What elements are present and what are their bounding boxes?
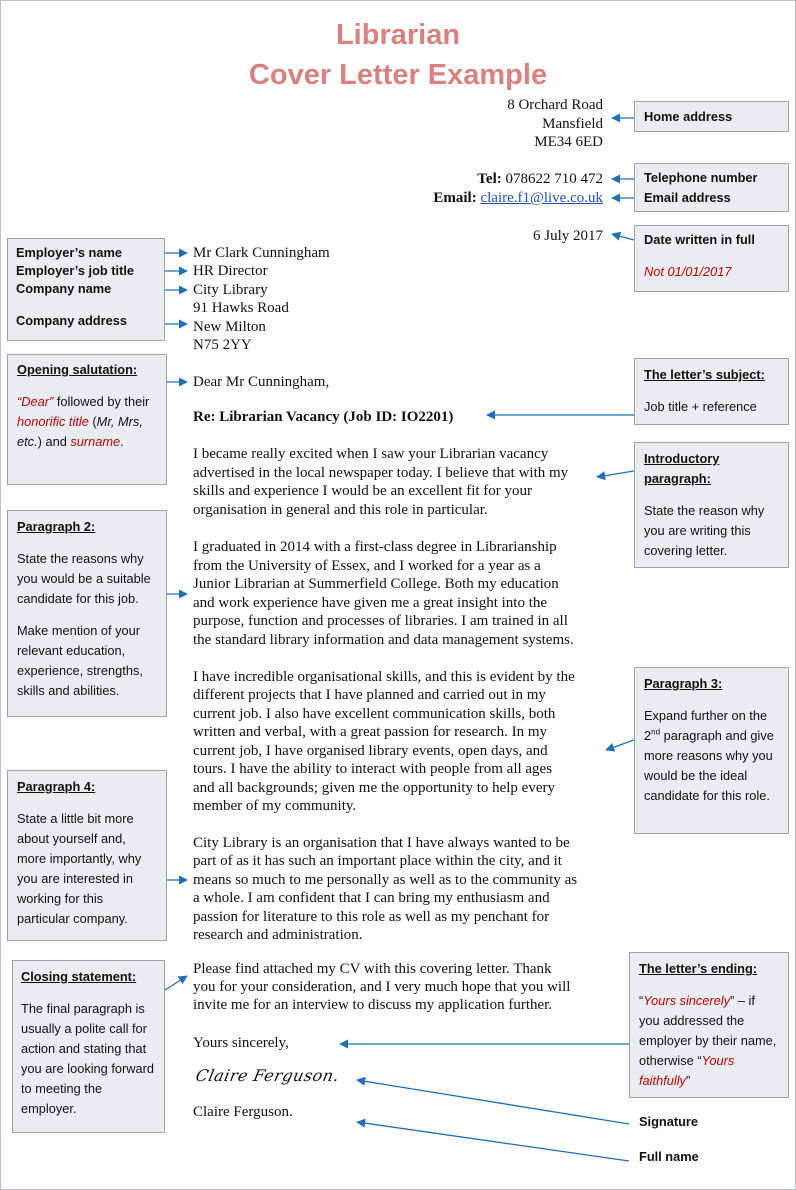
annotation-paragraph2: Paragraph 2: State the reasons why you would be a suitable candidate for this job. Make mention of your relevant education, experience, strengths, skills and abilities. (7, 510, 167, 717)
para4-line: passion for literature to this role as well as my penchant for (193, 909, 550, 925)
recipient-street: 91 Hawks Road (193, 300, 289, 316)
email-link[interactable]: claire.f1@live.co.uk (480, 190, 603, 206)
arrow-date (612, 234, 634, 240)
annotation-opening: Opening salutation: “Dear” followed by their honorific title (Mr, Mrs, etc.) and surname. (7, 354, 167, 485)
para4-line: City Library is an organisation that I have always wanted to be (193, 835, 570, 851)
para1-line: advertised in the local newspaper today. I believe that with my (193, 465, 569, 481)
para5-line: Please find attached my CV with this covering letter. Thank (193, 961, 552, 977)
annotation-intro: Introductory paragraph: State the reason why you are writing this covering letter. (634, 442, 789, 568)
annotation-ending: The letter’s ending: “Yours sincerely” – if you addressed the employer by their name, otherwise “Yours faithfully” (629, 952, 789, 1098)
tel-value: 078622 710 472 (505, 171, 603, 187)
annotation-full-name: Full name (639, 1149, 699, 1164)
para4-line: means so much to me personally as well as to the community as (193, 872, 578, 888)
closing-phrase: Yours sincerely, (193, 1035, 289, 1051)
para1-line: organisation in general and this role in particular. (193, 502, 488, 518)
para2-line: and work experience have given me a great insight into the (193, 595, 548, 611)
para2-line: purpose, function and processes of libraries. I am trained in all (193, 613, 568, 629)
para3-line: current job. I also have excellent communication skills, both (193, 706, 556, 722)
recipient-job-title: HR Director (193, 263, 268, 279)
letter-date: 6 July 2017 (532, 228, 603, 244)
arrow-signature (357, 1080, 629, 1124)
para5-line: invite me for an interview to discuss my application further. (193, 997, 553, 1013)
recipient-name: Mr Clark Cunningham (193, 245, 330, 261)
salutation: Dear Mr Cunningham, (193, 374, 330, 390)
recipient-postcode: N75 2YY (193, 337, 252, 353)
para1-line: skills and experience I would be an excellent fit for your (193, 483, 533, 499)
arrow-intro (597, 471, 634, 477)
para3-line: written and verbal, with a great passion for research. In my (193, 724, 548, 740)
annotation-signature: Signature (639, 1114, 699, 1129)
tel-label: Tel: (477, 171, 502, 187)
annotation-closing: Closing statement: The final paragraph is usually a polite call for action and stating that you are looking forward to meeting the employer. (12, 960, 165, 1133)
para4-line: a whole. I am confident that I can bring my enthusiasm and (193, 890, 550, 906)
annotation-date: Date written in full Not 01/01/2017 (634, 225, 789, 292)
page-title-line1: Librarian (335, 19, 461, 51)
para3-line: current job, I have organised library events, open days, and (193, 743, 548, 759)
annotation-paragraph4: Paragraph 4: State a little bit more about yourself and, more importantly, why you are interested in working for this particular company. (7, 770, 167, 941)
email-label: Email: (433, 190, 477, 206)
para3-line: different projects that I have planned and carried out in my (193, 687, 546, 703)
para4-line: part of as it has such an important place within the city, and it (193, 853, 562, 869)
para3-line: and all backgrounds; given me the opportunity to help every (193, 780, 555, 796)
arrow-paragraph3 (606, 740, 634, 750)
recipient-town: New Milton (193, 319, 266, 335)
sender-address-line1: 8 Orchard Road (507, 97, 603, 113)
full-name: Claire Ferguson. (193, 1104, 293, 1120)
para3-line: member of my community. (193, 798, 357, 814)
para2-line: I graduated in 2014 with a first-class degree in Librarianship (193, 539, 557, 555)
annotation-subject: The letter’s subject: Job title + reference (634, 358, 789, 425)
para2-line: Junior Librarian at Summerfield College. Both my education (193, 576, 559, 592)
sender-address-line3: ME34 6ED (534, 134, 603, 150)
para1-line: I became really excited when I saw your Librarian vacancy (193, 446, 549, 462)
para4-line: research and administration. (193, 927, 363, 943)
letter-subject: Re: Librarian Vacancy (Job ID: IO2201) (193, 409, 454, 425)
para3-line: tours. I have the ability to interact with people from all ages (193, 761, 553, 777)
handwritten-signature: Claire Ferguson. (193, 1066, 342, 1085)
arrow-closing-statement (165, 976, 187, 990)
sender-address-line2: Mansfield (542, 116, 603, 132)
para2-line: from the University of Essex, and I worked for a year as a (193, 558, 541, 574)
page-title-line2: Cover Letter Example (248, 59, 548, 91)
para3-line: I have incredible organisational skills, and this is evident by the (193, 669, 575, 685)
annotation-home-address: Home address (634, 101, 789, 132)
arrow-full-name (357, 1122, 629, 1161)
recipient-company: City Library (193, 282, 268, 298)
annotation-employer: Employer’s name Employer’s job title Company name Company address (7, 238, 165, 341)
para2-line: the standard library information and data management systems. (193, 632, 574, 648)
annotation-paragraph3: Paragraph 3: Expand further on the 2nd paragraph and give more reasons why you would be the ideal candidate for this role. (634, 667, 789, 834)
annotation-contact: Telephone number Email address (634, 163, 789, 212)
para5-line: you for your consideration, and I very much hope that you will (193, 979, 571, 995)
